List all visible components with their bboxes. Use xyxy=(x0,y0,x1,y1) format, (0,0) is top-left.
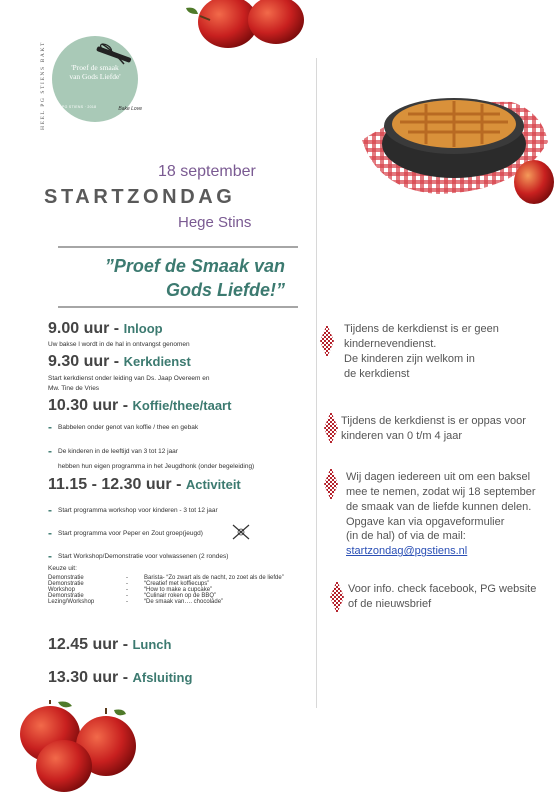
cake-image xyxy=(356,84,554,210)
keuze-dash: - xyxy=(126,587,128,593)
note-line: (in de hal) of via de mail: xyxy=(346,530,466,543)
time-koffie-activity: Koffie/thee/taart xyxy=(132,398,232,413)
activiteit-bullet-1: - Start programma workshop voor kinderen - 3 tot 12 jaar xyxy=(48,503,218,517)
time-koffie xyxy=(48,397,231,415)
slogan-line-2: Gods Liefde!” xyxy=(165,280,285,301)
kerkdienst-detail-1: Start kerkdienst onder leiding van Ds. Jaap Overeem en xyxy=(48,375,210,382)
column-divider xyxy=(316,58,317,708)
note-line: kindernevendienst. xyxy=(344,337,437,350)
note-kindernevendienst xyxy=(344,322,499,381)
time-inloop-activity: Inloop xyxy=(123,321,163,336)
keuze-list xyxy=(48,575,284,605)
note-line: Tijdens de kerkdienst is er geen xyxy=(344,323,499,335)
note-line: Voor info. check facebook, PG website xyxy=(348,583,537,595)
time-activiteit xyxy=(48,476,241,494)
keuze-type: Workshop xyxy=(48,587,75,593)
keuze-dash: - xyxy=(126,575,128,581)
keuze-desc: “Culinair roken op de BBQ” xyxy=(144,593,217,599)
time-afsluiting-time: 13.30 uur - xyxy=(48,669,129,686)
time-kerkdienst xyxy=(48,353,191,371)
keuze-dash: - xyxy=(126,581,128,587)
note-line: of de nieuwsbrief xyxy=(348,597,432,610)
logo-vertical-text: HEEL PG STIENS BAKT xyxy=(40,40,46,130)
keuze-item xyxy=(48,599,284,605)
note-line: Wij dagen iedereen uit om een baksel xyxy=(346,471,531,483)
time-activiteit-activity: Activiteit xyxy=(185,477,241,492)
kerkdienst-detail-2: Mw. Tine de Vries xyxy=(48,385,100,392)
divider-top xyxy=(58,246,298,248)
event-date: 18 september xyxy=(158,163,256,180)
logo-small-text: PG STIENS · 2018 xyxy=(62,105,97,109)
note-line: kinderen van 0 t/m 4 jaar xyxy=(341,429,463,442)
keuze-label: Keuze uit: xyxy=(48,565,77,572)
divider-bottom xyxy=(58,306,298,308)
note-baksel xyxy=(346,470,536,559)
koffie-bullet-2: - De kinderen in de leeftijd van 3 tot 12 jaar xyxy=(48,444,178,458)
koffie-bullet-2b: hebben hun eigen programma in het Jeugdhonk (onder begeleiding) xyxy=(58,463,255,470)
note-line: Tijdens de kerkdienst is er oppas voor xyxy=(341,415,526,427)
email-link[interactable]: startzondag@pgstiens.nl xyxy=(346,545,468,558)
time-activiteit-time: 11.15 - 12.30 uur - xyxy=(48,476,182,493)
time-koffie-time: 10.30 uur - xyxy=(48,397,129,414)
peper-zout-logo-icon xyxy=(231,523,251,541)
slogan-line-1: ”Proef de Smaak van xyxy=(104,256,285,276)
note-line: mee te nemen, zodat wij 18 september xyxy=(346,485,536,498)
time-lunch-time: 12.45 uur - xyxy=(48,636,129,653)
note-line: De kinderen zijn welkom in xyxy=(344,352,475,365)
keuze-dash: - xyxy=(126,593,128,599)
keuze-desc: “De smaak van…. chocolade” xyxy=(144,599,224,605)
event-location: Hege Stins xyxy=(178,214,252,231)
time-inloop-time: 9.00 uur - xyxy=(48,320,120,337)
note-info xyxy=(348,582,536,612)
note-line: Opgave kan via opgaveformulier xyxy=(346,515,505,528)
keuze-desc: “Creatief met koffiecups” xyxy=(144,581,210,587)
gingham-marker-icon xyxy=(320,324,334,358)
event-title: STARTZONDAG xyxy=(44,186,236,208)
keuze-dash: - xyxy=(126,599,128,605)
gingham-marker-icon xyxy=(324,411,338,445)
keuze-desc: Barista- “Zo zwart als de nacht, zo zoet als de liefde” xyxy=(144,575,284,581)
time-lunch-activity: Lunch xyxy=(132,637,172,652)
slogan xyxy=(70,254,285,303)
time-inloop xyxy=(48,320,163,338)
time-lunch xyxy=(48,636,171,654)
gingham-marker-icon xyxy=(324,467,338,501)
note-line: de kerkdienst xyxy=(344,367,410,380)
keuze-type: Demonstratie xyxy=(48,575,84,581)
time-kerkdienst-time: 9.30 uur - xyxy=(48,353,120,370)
note-oppas xyxy=(341,414,526,444)
keuze-type: Lezing/Workshop xyxy=(48,599,95,605)
keuze-type: Demonstratie xyxy=(48,581,84,587)
keuze-type: Demonstratie xyxy=(48,593,84,599)
note-line: de smaak van de liefde kunnen delen. xyxy=(346,500,532,513)
church-bake-logo xyxy=(52,36,142,122)
time-kerkdienst-activity: Kerkdienst xyxy=(123,354,191,369)
time-afsluiting xyxy=(48,669,192,687)
koffie-bullet-1: - Babbelen onder genot van koffie / thee en gebak xyxy=(48,420,198,434)
gingham-marker-icon xyxy=(330,580,344,614)
logo-line-1: 'Proef de smaak xyxy=(71,63,119,72)
logo-line-2: van Gods Liefde' xyxy=(69,71,121,81)
activiteit-bullet-2: - Start programma voor Peper en Zout groep(jeugd) xyxy=(48,526,203,540)
time-afsluiting-activity: Afsluiting xyxy=(132,670,193,685)
logo-signature: Bake Love xyxy=(118,106,142,112)
inloop-detail: Uw bakse l wordt in de hal in ontvangst genomen xyxy=(48,341,190,348)
apples-bottom-image xyxy=(14,700,140,796)
activiteit-bullet-3: - Start Workshop/Demonstratie voor volwassenen (2 rondes) xyxy=(48,549,228,563)
keuze-desc: “How to make a cupcake” xyxy=(144,587,213,593)
apples-top-image xyxy=(184,0,306,52)
